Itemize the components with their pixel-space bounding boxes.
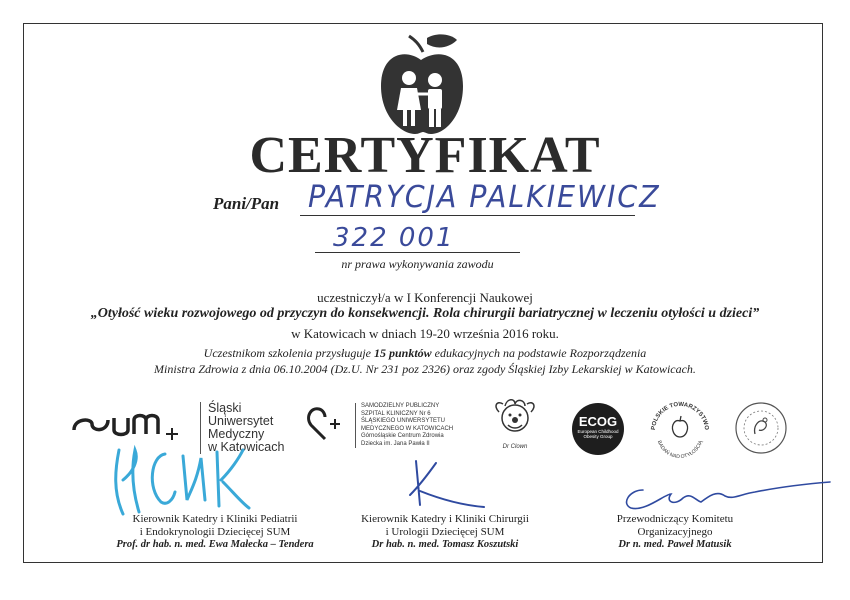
points-line: Uczestnikom szkolenia przysługuje 15 punktów edukacyjnych na podstawie Rozporządzenia [203,346,647,360]
clown-caption: Dr Clown [502,444,528,450]
pto-arc-top: POLSKIE TOWARZYSTWO [650,401,710,431]
clown-logo-icon [485,398,545,448]
certificate-title: CERTYFIKAT [249,127,601,184]
pto-arc-bottom: BADAŃ NAD OTYŁOŚCIĄ [655,439,705,459]
license-label: nr prawa wykonywania zawodu [341,257,494,271]
signature-2-scribble [380,455,490,515]
hospital-heart-icon [305,405,350,445]
license-number: 322 001 [333,223,455,253]
recipient-underline [300,215,635,216]
sum-name: Śląski Uniwersytet Medyczny w Katowicach [200,402,284,454]
signature-3-scribble [615,478,835,518]
signature-block-1: Kierownik Katedry i Kliniki Pediatrii i Endokrynologii Dziecięcej SUM Prof. dr hab. n. med. Ewa Małecka – Tendera [100,513,330,550]
svg-text:POLSKIE TOWARZYSTWO [651,402,709,431]
participation-line: uczestniczył/a w I Konferencji Naukowej [317,290,533,305]
ecog-logo: ECOG European Childhood Obesity Group [572,403,624,455]
license-underline [315,252,520,253]
points-amount: 15 punktów [373,346,432,360]
conference-title: „Otyłość wieku rozwojowego od przyczyn do konsekwencji. Rola chirurgii bariatrycznej w leczeniu otyłości u dzieci” [90,306,760,321]
signature-1-name: Prof. dr hab. n. med. Ewa Małecka – Tendera [116,539,314,550]
recipient-label: Pani/Pan [213,194,280,213]
pto-logo-icon [645,397,715,459]
sum-logo [70,400,190,445]
signature-block-2: Kierownik Katedry i Kliniki Chirurgii i Urologii Dziecięcej SUM Dr hab. n. med. Tomasz Koszutski [345,513,545,550]
signature-2-name: Dr hab. n. med. Tomasz Koszutski [371,539,519,550]
signature-3-name: Dr n. med. Paweł Matusik [618,539,732,550]
svg-text:BADAŃ NAD OTYŁOŚCIĄ [656,439,704,459]
hospital-name: SAMODZIELNY PUBLICZNY SZPITAL KLINICZNY Nr 6 ŚLĄSKIEGO UNIWERSYTETU MEDYCZNEGO W KATOWICACH Górnośląskie Centrum Zdrowia Dziecka im. Jana Pawła II [355,403,453,448]
society-stamp-icon [733,400,789,456]
regulation-line: Ministra Zdrowia z dnia 06.10.2004 (Dz.U. Nr 231 poz 2326) oraz zgody Śląskiej Izby Lekarskiej w Katowicach. [154,362,696,376]
signature-1-scribble [105,440,265,520]
recipient-name: PATRYCJA PALKIEWICZ [308,180,661,215]
sum-mark-icon [70,400,190,445]
conference-date: w Katowicach w dniach 19-20 września 2016 roku. [291,326,559,341]
signature-block-3: Przewodniczący Komitetu Organizacyjnego Dr n. med. Paweł Matusik [590,513,760,550]
apple-children-emblem [375,30,467,138]
